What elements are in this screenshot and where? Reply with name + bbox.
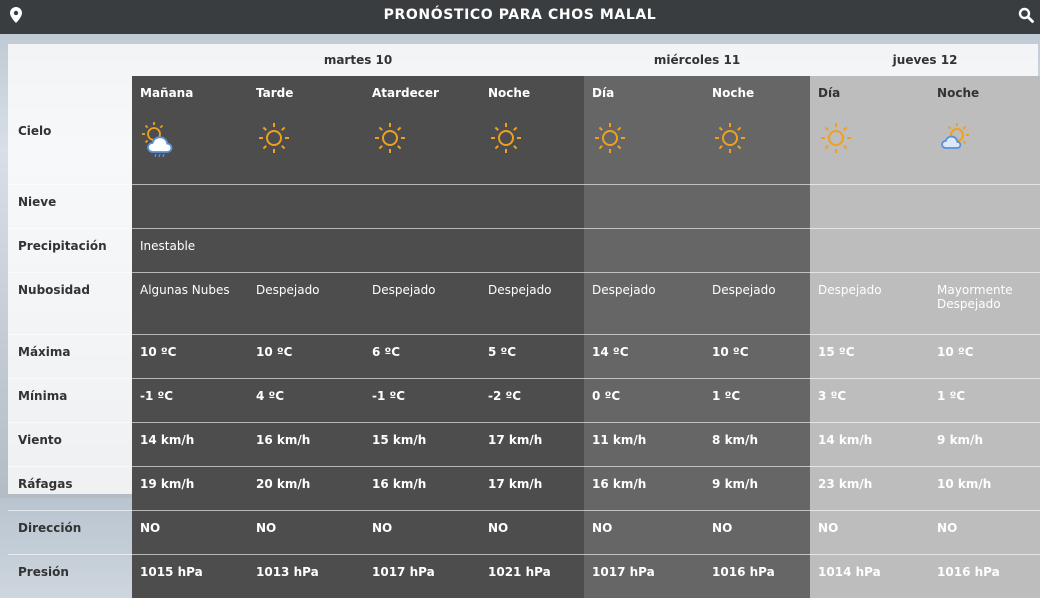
- cell: 1013 hPa: [248, 555, 364, 598]
- cell: [704, 229, 810, 273]
- search-icon[interactable]: [1018, 7, 1034, 26]
- cell: 9 km/h: [929, 423, 1040, 467]
- cell: 20 km/h: [248, 467, 364, 511]
- period-header: Atardecer: [364, 76, 480, 110]
- cell: NO: [480, 511, 584, 555]
- sun-icon: [256, 145, 292, 159]
- cell: Algunas Nubes: [132, 273, 248, 335]
- cell: -2 ºC: [480, 379, 584, 423]
- cell: 5 ºC: [480, 335, 584, 379]
- cell: 0 ºC: [584, 379, 704, 423]
- period-header: Noche: [480, 76, 584, 110]
- cell: 11 km/h: [584, 423, 704, 467]
- page-title: PRONÓSTICO PARA CHOS MALAL: [0, 0, 1040, 30]
- cell: 14 km/h: [132, 423, 248, 467]
- cell: Despejado: [364, 273, 480, 335]
- cell: [584, 229, 704, 273]
- period-header: Noche: [704, 76, 810, 110]
- row-precipitacion: [8, 229, 1040, 273]
- cell: Inestable: [132, 229, 248, 273]
- cell: 16 km/h: [584, 467, 704, 511]
- day-header-row: [8, 44, 1040, 76]
- cell: 1 ºC: [929, 379, 1040, 423]
- row-nubosidad: [8, 273, 1040, 335]
- cell: [480, 185, 584, 229]
- cell: Despejado: [248, 273, 364, 335]
- cell: 14 km/h: [810, 423, 929, 467]
- cell: NO: [810, 511, 929, 555]
- cell: -1 ºC: [364, 379, 480, 423]
- cell: 16 km/h: [364, 467, 480, 511]
- row-label: Cielo: [8, 110, 132, 185]
- sun-icon: [712, 145, 748, 159]
- row-nieve: [8, 185, 1040, 229]
- cell: 14 ºC: [584, 335, 704, 379]
- cell: [929, 229, 1040, 273]
- period-header: Noche: [929, 76, 1040, 110]
- row-cielo: [8, 110, 1040, 185]
- day-header: martes 10: [132, 44, 584, 76]
- cell: 23 km/h: [810, 467, 929, 511]
- day-header: miércoles 11: [584, 44, 810, 76]
- cell: [248, 185, 364, 229]
- row-label: Viento: [8, 423, 132, 467]
- period-header-row: [8, 76, 1040, 110]
- row-label: Nubosidad: [8, 273, 132, 335]
- cell: [810, 185, 929, 229]
- row-rafagas: [8, 467, 1040, 511]
- cell: Despejado: [584, 273, 704, 335]
- cell: 8 km/h: [704, 423, 810, 467]
- cell: [584, 185, 704, 229]
- cell: [810, 229, 929, 273]
- sun-cloud-icon: [937, 145, 973, 159]
- row-label: Nieve: [8, 185, 132, 229]
- cell: 17 km/h: [480, 423, 584, 467]
- cell: 9 km/h: [704, 467, 810, 511]
- cell: [364, 185, 480, 229]
- cell: [364, 229, 480, 273]
- period-header: Día: [584, 76, 704, 110]
- cell: NO: [929, 511, 1040, 555]
- cell: 1016 hPa: [929, 555, 1040, 598]
- cell: 16 km/h: [248, 423, 364, 467]
- cell: [132, 185, 248, 229]
- sun-icon: [488, 145, 524, 159]
- cell: 1016 hPa: [704, 555, 810, 598]
- cell: 6 ºC: [364, 335, 480, 379]
- cell: NO: [584, 511, 704, 555]
- sun-cloud-rain-icon: [140, 149, 180, 163]
- cell: 15 km/h: [364, 423, 480, 467]
- row-viento: [8, 423, 1040, 467]
- cell: 10 ºC: [704, 335, 810, 379]
- period-header: Mañana: [132, 76, 248, 110]
- row-label: Máxima: [8, 335, 132, 379]
- cell: Despejado: [810, 273, 929, 335]
- row-label: Presión: [8, 555, 132, 598]
- row-label: Ráfagas: [8, 467, 132, 511]
- cell: 10 ºC: [132, 335, 248, 379]
- forecast-table: [8, 44, 1040, 598]
- cell: -1 ºC: [132, 379, 248, 423]
- row-presion: [8, 555, 1040, 598]
- cell: [248, 229, 364, 273]
- cell: [929, 185, 1040, 229]
- cell: 1 ºC: [704, 379, 810, 423]
- cell: 1017 hPa: [364, 555, 480, 598]
- day-header: jueves 12: [810, 44, 1040, 76]
- sun-icon: [592, 145, 628, 159]
- top-bar: [0, 0, 1040, 34]
- row-minima: [8, 379, 1040, 423]
- cell: 3 ºC: [810, 379, 929, 423]
- period-header: Tarde: [248, 76, 364, 110]
- cell: 17 km/h: [480, 467, 584, 511]
- cell: 1015 hPa: [132, 555, 248, 598]
- sun-icon: [818, 145, 854, 159]
- cell: [704, 185, 810, 229]
- row-label: Mínima: [8, 379, 132, 423]
- cell: Despejado: [704, 273, 810, 335]
- cell: 1017 hPa: [584, 555, 704, 598]
- row-maxima: [8, 335, 1040, 379]
- period-header: Día: [810, 76, 929, 110]
- cell: 1021 hPa: [480, 555, 584, 598]
- cell: 19 km/h: [132, 467, 248, 511]
- cell: NO: [248, 511, 364, 555]
- cell: 10 km/h: [929, 467, 1040, 511]
- cell: 4 ºC: [248, 379, 364, 423]
- row-label: Precipitación: [8, 229, 132, 273]
- row-direccion: [8, 511, 1040, 555]
- cell: NO: [132, 511, 248, 555]
- cell: 10 ºC: [929, 335, 1040, 379]
- row-label: Dirección: [8, 511, 132, 555]
- cell: 15 ºC: [810, 335, 929, 379]
- cell: NO: [704, 511, 810, 555]
- cell: [480, 229, 584, 273]
- cell: NO: [364, 511, 480, 555]
- cell: Despejado: [480, 273, 584, 335]
- cell: 1014 hPa: [810, 555, 929, 598]
- cell: Mayormente Despejado: [929, 273, 1040, 335]
- sun-icon: [372, 145, 408, 159]
- cell: 10 ºC: [248, 335, 364, 379]
